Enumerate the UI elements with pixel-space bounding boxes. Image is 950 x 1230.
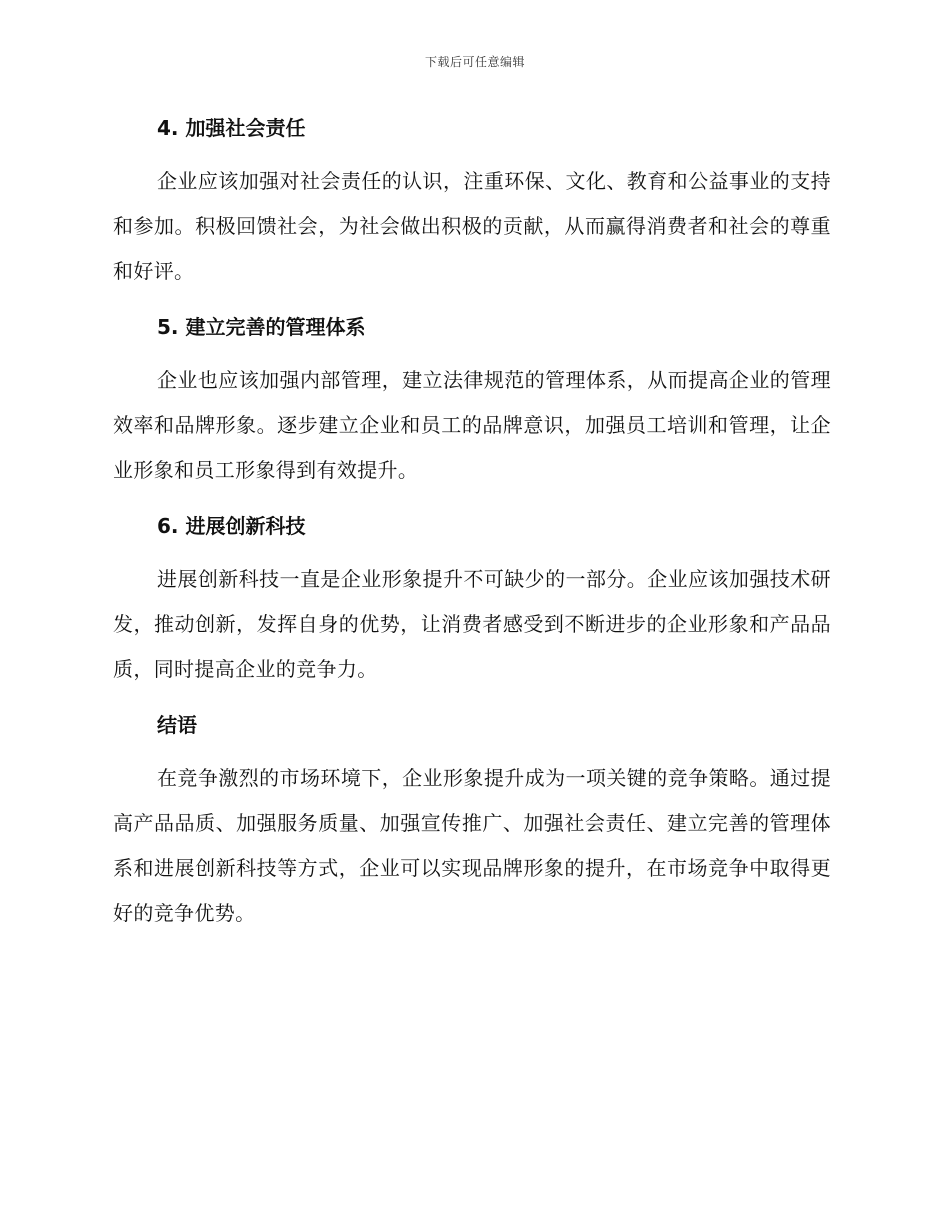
section-heading-innovation: 6. 进展创新科技 bbox=[157, 514, 306, 538]
section-paragraph-conclusion: 在竞争激烈的市场环境下，企业形象提升成为一项关键的竞争策略。通过提高产品品质、加强服务质量、加强宣传推广、加强社会责任、建立完善的管理体系和进展创新科技等方式，企业可以实现品牌形象的提升，在市场竞争中取得更好的竞争优势。 bbox=[113, 766, 831, 925]
document-body bbox=[113, 110, 831, 951]
section-heading-conclusion: 结语 bbox=[157, 713, 197, 737]
section-heading-social-responsibility: 4. 加强社会责任 bbox=[157, 116, 306, 140]
page-header: 下载后可任意编辑 bbox=[424, 55, 525, 69]
section-heading-management-system: 5. 建立完善的管理体系 bbox=[157, 315, 366, 339]
section-paragraph-innovation: 进展创新科技一直是企业形象提升不可缺少的一部分。企业应该加强技术研发，推动创新，发挥自身的优势，让消费者感受到不断进步的企业形象和产品品质，同时提高企业的竞争力。 bbox=[113, 567, 831, 681]
section-paragraph-social-responsibility: 企业应该加强对社会责任的认识，注重环保、文化、教育和公益事业的支持和参加。积极回馈社会，为社会做出积极的贡献，从而赢得消费者和社会的尊重和好评。 bbox=[113, 169, 831, 283]
section-paragraph-management-system: 企业也应该加强内部管理，建立法律规范的管理体系，从而提高企业的管理效率和品牌形象。逐步建立企业和员工的品牌意识，加强员工培训和管理，让企业形象和员工形象得到有效提升。 bbox=[113, 368, 831, 482]
